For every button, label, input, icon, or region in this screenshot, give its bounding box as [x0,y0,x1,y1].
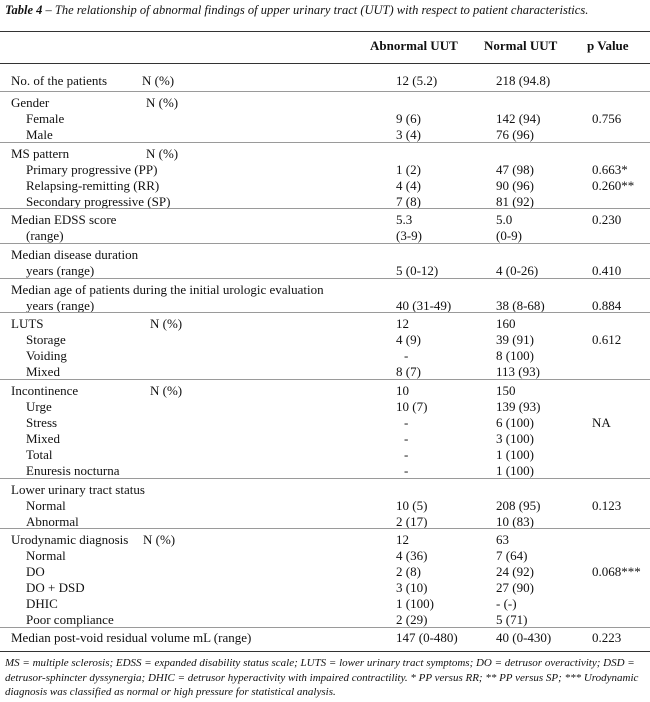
cell-p-value: 0.260** [592,178,635,193]
row-divider [0,312,650,313]
top-rule [0,31,650,32]
table-caption [5,2,645,18]
row-divider [0,627,650,628]
cell-normal-uut: 3 (100) [496,431,534,446]
row-label: Gender [11,95,50,110]
cell-normal-uut: 1 (100) [496,463,534,478]
row-label: Poor compliance [26,612,114,627]
cell-abnormal-uut: 1 (2) [396,162,421,177]
row-label: No. of the patients [11,73,108,88]
cell-normal-uut: 39 (91) [496,332,534,347]
cell-normal-uut: 90 (96) [496,178,534,193]
row-label: DO + DSD [26,580,85,595]
header-rule [0,63,650,64]
row-label: Stress [26,415,58,430]
row-label: DHIC [26,596,58,611]
row-unit: N (%) [146,146,179,161]
cell-p-value: 0.756 [592,111,622,126]
cell-abnormal-uut: 3 (4) [396,127,421,142]
cell-normal-uut: 27 (90) [496,580,534,595]
cell-abnormal-uut: 5.3 [396,212,413,227]
cell-abnormal-uut: 4 (4) [396,178,421,193]
row-divider [0,278,650,279]
bottom-rule [0,651,650,652]
row-unit: N (%) [150,316,183,331]
cell-abnormal-uut: 4 (36) [396,548,428,563]
row-label: Secondary progressive (SP) [26,194,171,209]
header-p-value: p Value [587,38,629,53]
cell-normal-uut: 38 (8-68) [496,298,545,313]
row-label: Median post-void residual volume mL (range) [11,630,252,645]
cell-abnormal-uut: - [404,431,409,446]
cell-abnormal-uut: - [404,463,409,478]
cell-p-value: 0.068*** [592,564,641,579]
row-label: Relapsing-remitting (RR) [26,178,160,193]
cell-abnormal-uut: 2 (29) [396,612,428,627]
table-footnote: MS = multiple sclerosis; EDSS = expanded disability status scale; LUTS = lower urinary tract symptoms; DO = detrusor overactivity; DSD = detrusor-sphincter dyssynergia; DHIC = detrusor hyperactivity with impaired contractility. * PP versus RR; ** PP versus SP; *** Urodynamic diagnosis was classified as normal or high pressure for statistical analysis. [5,657,639,698]
cell-p-value: 0.612 [592,332,622,347]
cell-normal-uut: 81 (92) [496,194,534,209]
cell-normal-uut: 8 (100) [496,348,534,363]
caption-text: – The relationship of abnormal findings of upper urinary tract (UUT) with respect to patient characteristics. [42,3,589,17]
header-abnormal-uut: Abnormal UUT [370,38,458,53]
cell-abnormal-uut: (3-9) [396,228,422,243]
cell-normal-uut: 24 (92) [496,564,534,579]
row-divider [0,243,650,244]
cell-normal-uut: 6 (100) [496,415,534,430]
cell-normal-uut: 10 (83) [496,514,534,529]
cell-normal-uut: 218 (94.8) [496,73,551,88]
cell-normal-uut: 160 [496,316,516,331]
cell-abnormal-uut: 12 [396,316,409,331]
cell-abnormal-uut: 10 [396,383,409,398]
row-label: Storage [26,332,66,347]
row-label: Urge [26,399,52,414]
cell-normal-uut: 5 (71) [496,612,528,627]
row-divider [0,91,650,92]
row-divider [0,142,650,143]
cell-normal-uut: - (-) [496,596,517,611]
row-unit: N (%) [142,73,175,88]
cell-abnormal-uut: - [404,447,409,462]
cell-p-value: 0.230 [592,212,622,227]
cell-abnormal-uut: 8 (7) [396,364,421,379]
row-label: Abnormal [26,514,79,529]
row-unit: N (%) [150,383,183,398]
cell-normal-uut: 208 (95) [496,498,541,513]
row-label: Median age of patients during the initial urologic evaluation [11,282,324,297]
cell-abnormal-uut: 3 (10) [396,580,428,595]
row-label: LUTS [11,316,44,331]
cell-normal-uut: 1 (100) [496,447,534,462]
row-label: Primary progressive (PP) [26,162,158,177]
cell-p-value: 0.663* [592,162,628,177]
row-divider [0,208,650,209]
cell-normal-uut: 47 (98) [496,162,534,177]
row-label: Female [26,111,65,126]
cell-normal-uut: 40 (0-430) [496,630,552,645]
cell-abnormal-uut: 12 (5.2) [396,73,438,88]
row-label: Urodynamic diagnosis [11,532,129,547]
row-label: Total [26,447,53,462]
header-normal-uut: Normal UUT [484,38,558,53]
cell-abnormal-uut: 10 (5) [396,498,428,513]
row-label: Median disease duration [11,247,139,262]
row-label: DO [26,564,45,579]
cell-abnormal-uut: 1 (100) [396,596,434,611]
row-label: Normal [26,498,66,513]
cell-abnormal-uut: 147 (0-480) [396,630,458,645]
cell-normal-uut: 142 (94) [496,111,541,126]
row-label: Male [26,127,53,142]
cell-normal-uut: 7 (64) [496,548,528,563]
cell-normal-uut: 76 (96) [496,127,534,142]
cell-normal-uut: 4 (0-26) [496,263,539,278]
row-label: MS pattern [11,146,70,161]
cell-normal-uut: 5.0 [496,212,513,227]
row-label: Voiding [26,348,67,363]
cell-abnormal-uut: 40 (31-49) [396,298,452,313]
cell-p-value: 0.884 [592,298,622,313]
row-label: Enuresis nocturna [26,463,120,478]
cell-abnormal-uut: 7 (8) [396,194,421,209]
row-divider [0,478,650,479]
row-label: (range) [26,228,64,243]
row-label: Median EDSS score [11,212,117,227]
row-label: Mixed [26,431,60,446]
cell-p-value: 0.410 [592,263,622,278]
cell-abnormal-uut: 12 [396,532,409,547]
cell-abnormal-uut: 10 (7) [396,399,428,414]
cell-normal-uut: 150 [496,383,516,398]
row-label: Lower urinary tract status [11,482,145,497]
cell-normal-uut: (0-9) [496,228,522,243]
cell-abnormal-uut: 2 (8) [396,564,421,579]
cell-normal-uut: 139 (93) [496,399,541,414]
cell-normal-uut: 113 (93) [496,364,540,379]
row-label: years (range) [26,298,95,313]
row-divider [0,528,650,529]
row-unit: N (%) [143,532,176,547]
cell-normal-uut: 63 [496,532,509,547]
row-unit: N (%) [146,95,179,110]
cell-abnormal-uut: 2 (17) [396,514,428,529]
cell-p-value: 0.223 [592,630,622,645]
cell-abnormal-uut: - [404,415,409,430]
row-label: Normal [26,548,66,563]
cell-p-value: NA [592,415,611,430]
row-label: Incontinence [11,383,79,398]
table-label: Table 4 [5,3,43,17]
cell-abnormal-uut: 9 (6) [396,111,421,126]
row-label: years (range) [26,263,95,278]
cell-abnormal-uut: 4 (9) [396,332,421,347]
cell-abnormal-uut: 5 (0-12) [396,263,439,278]
cell-p-value: 0.123 [592,498,622,513]
row-divider [0,379,650,380]
row-label: Mixed [26,364,60,379]
cell-abnormal-uut: - [404,348,409,363]
